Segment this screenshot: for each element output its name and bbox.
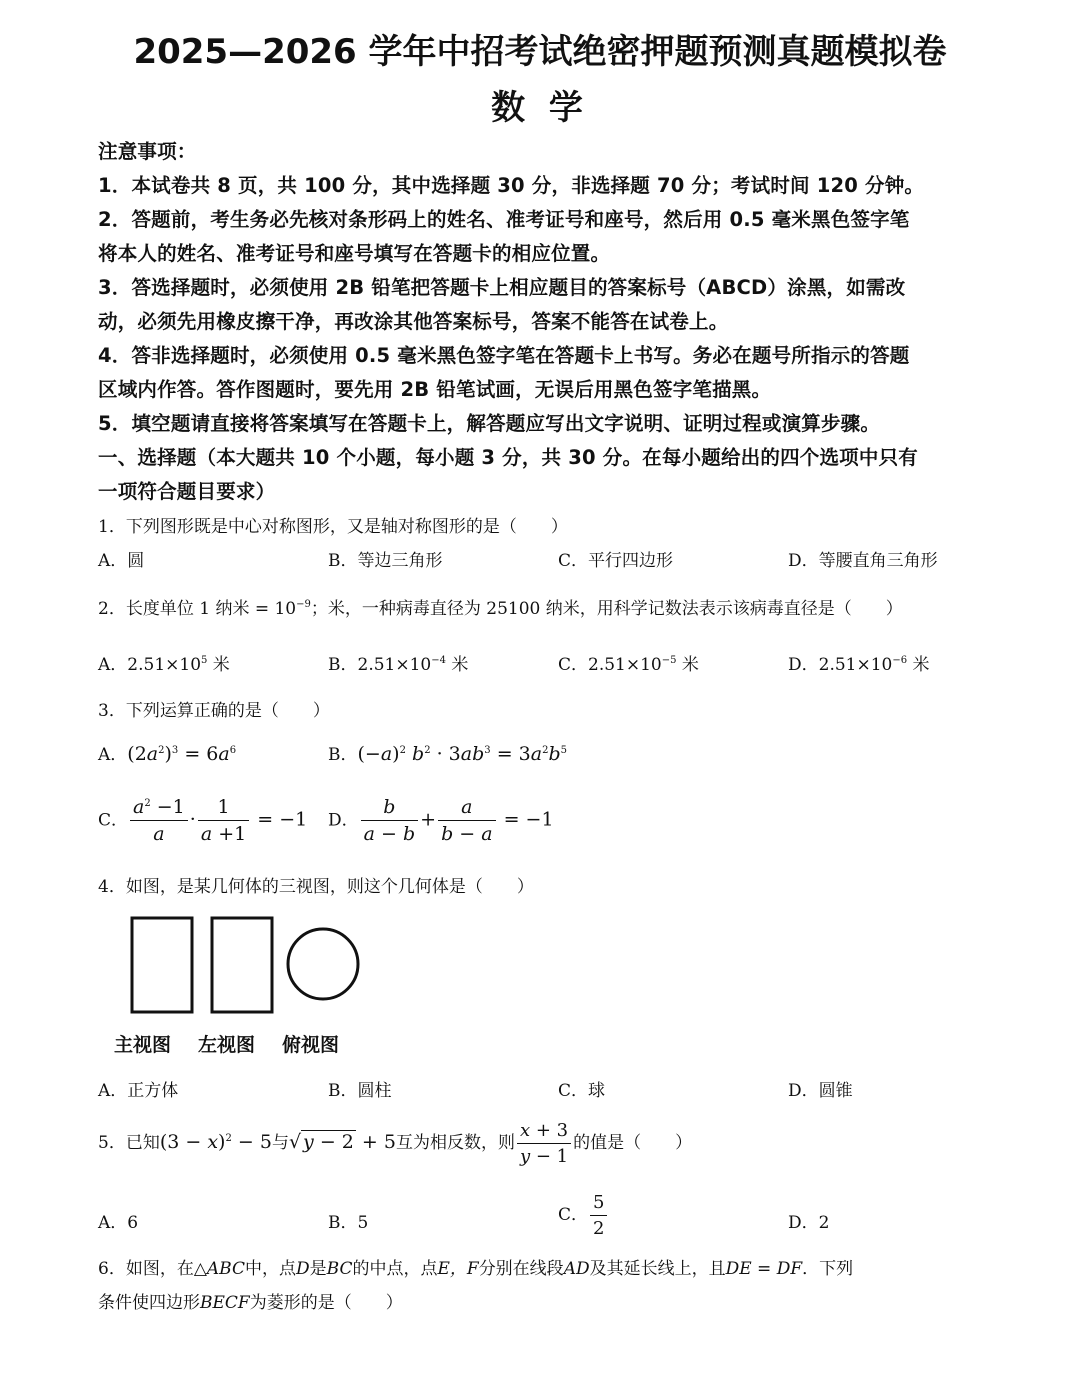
- q3-option-a: A．$(2a^2)^3 = 6a^6$: [98, 743, 237, 765]
- notice-line-1: 1．本试卷共 8 页，共 100 分，其中选择题 30 分，非选择题 70 分；考试时间 120 分钟。: [98, 174, 925, 197]
- q4-option-d: D．圆锥: [788, 1081, 853, 1101]
- q5-option-b: B．5: [328, 1213, 369, 1233]
- notice-line-3: 将本人的姓名、准考证号和座号填写在答题卡的相应位置。: [98, 242, 611, 265]
- q3-option-d: D． $\frac{b}{a - b}$ + $\frac{a}{b - a}$ = −1: [328, 796, 554, 845]
- exam-subject: 数 学: [491, 88, 589, 128]
- notice-line-8: 5．填空题请直接将答案填写在答题卡上，解答题应写出文字说明、证明过程或演算步骤。: [98, 412, 881, 435]
- section-heading-line-2: 一项符合题目要求）: [98, 480, 276, 503]
- q2-option-b: B．$2.51\times 10^{-4}$ 米: [328, 655, 469, 675]
- q4-option-b: B．圆柱: [328, 1081, 392, 1101]
- q5-stem: 5．已知$(3 - x)^2 - 5$与√ y − 2 + 5互为相反数，则 $\frac{x + 3}{y - 1}$ 的值是（ ）: [98, 1120, 693, 1167]
- q1-option-c: C．平行四边形: [558, 551, 674, 571]
- q6-line-2: 条件使四边形BECF为菱形的是（ ）: [98, 1293, 403, 1313]
- q1-option-b: B．等边三角形: [328, 551, 443, 571]
- q2-option-d: D．$2.51\times 10^{-6}$ 米: [788, 655, 930, 675]
- q1-option-a: A．圆: [98, 551, 145, 571]
- front-view-rect: [132, 918, 192, 1012]
- q5-option-d: D．2: [788, 1213, 830, 1233]
- q4-option-a: A．正方体: [98, 1081, 179, 1101]
- q5-option-c: C． $\frac{5}{2}$: [558, 1192, 609, 1239]
- top-view-label: 俯视图: [282, 1034, 340, 1056]
- q6-line-1: 6．如图，在△ABC中，点D是BC的中点，点E，F分别在线段AD及其延长线上，且DE = DF．下列: [98, 1259, 854, 1279]
- q5-option-a: A．6: [98, 1213, 139, 1233]
- notice-heading: 注意事项：: [98, 140, 197, 163]
- q4-option-c: C．球: [558, 1081, 606, 1101]
- q3-option-b: B．$(-a)^2$ $b^2 \cdot 3ab^3 = 3a^2b^5$: [328, 743, 567, 765]
- q2-option-c: C．$2.51\times 10^{-5}$ 米: [558, 655, 699, 675]
- three-views-drawing: [112, 906, 372, 1016]
- q3-stem: 3．下列运算正确的是（ ）: [98, 701, 330, 721]
- side-view-rect: [212, 918, 272, 1012]
- top-view-circle: [288, 929, 358, 999]
- notice-line-4: 3．答选择题时，必须使用 2B 铅笔把答题卡上相应题目的答案标号（ABCD）涂黑，如需改: [98, 276, 906, 299]
- front-view-label: 主视图: [114, 1034, 172, 1056]
- notice-line-5: 动，必须先用橡皮擦干净，再改涂其他答案标号，答案不能答在试卷上。: [98, 310, 729, 333]
- q2-stem: 2．长度单位 1 纳米 = $10^{-9}$；米，一种病毒直径为 25100 纳米，用科学记数法表示该病毒直径是（ ）: [98, 599, 903, 619]
- notice-line-7: 区域内作答。答作图题时，要先用 2B 铅笔试画，无误后用黑色签字笔描黑。: [98, 378, 772, 401]
- exam-title: 2025—2026 学年中招考试绝密押题预测真题模拟卷: [133, 32, 947, 72]
- section-heading-line-1: 一、选择题（本大题共 10 个小题，每小题 3 分，共 30 分。在每小题给出的四个选项中只有: [98, 446, 918, 469]
- three-views-figure: [112, 906, 372, 1056]
- q2-option-a: A．$2.51\times 10^5$ 米: [98, 655, 230, 675]
- notice-line-2: 2．答题前，考生务必先核对条形码上的姓名、准考证号和座号，然后用 0.5 毫米黑色签字笔: [98, 208, 910, 231]
- q4-stem: 4．如图，是某几何体的三视图，则这个几何体是（ ）: [98, 877, 534, 897]
- side-view-label: 左视图: [198, 1034, 256, 1056]
- notice-line-6: 4．答非选择题时，必须使用 0.5 毫米黑色签字笔在答题卡上书写。务必在题号所指示的答题: [98, 344, 910, 367]
- q1-option-d: D．等腰直角三角形: [788, 551, 938, 571]
- q3-option-c: C． $\frac{a^2 -1}{a}$ · $\frac{1}{a +1}$ = −1: [98, 796, 308, 845]
- q1-stem: 1．下列图形既是中心对称图形，又是轴对称图形的是（ ）: [98, 517, 568, 537]
